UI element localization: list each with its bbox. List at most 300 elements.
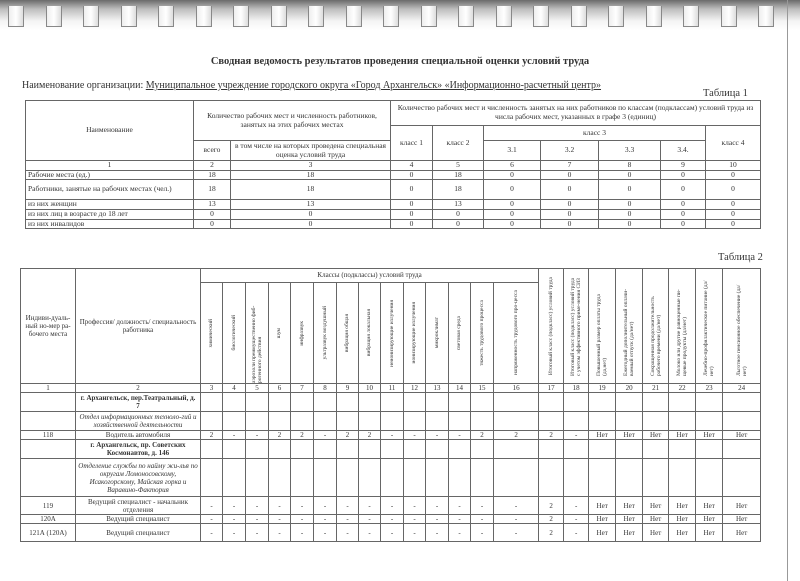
row-name: из них лиц в возрасте до 18 лет xyxy=(26,209,194,219)
column-number: 14 xyxy=(449,384,471,393)
cell-value: 13 xyxy=(194,200,231,210)
cell-value: 0 xyxy=(433,209,484,219)
empty-cell xyxy=(314,412,337,431)
column-number: 4 xyxy=(391,161,433,171)
cell-value: Нет xyxy=(589,497,616,515)
section-address: г. Архангельск, пр. Советских Космонавтов, д. 146 xyxy=(76,440,201,459)
cell-value: - xyxy=(449,524,471,542)
column-number: 9 xyxy=(337,384,359,393)
cell-value: - xyxy=(291,497,314,515)
cell-value: Нет xyxy=(696,524,723,542)
section-department: Отдел информационных техноло-гий и хозяйственной деятельности xyxy=(76,412,201,431)
binding-ring xyxy=(346,6,362,27)
empty-cell xyxy=(291,393,314,412)
table-row xyxy=(21,431,761,440)
row-name: Рабочие места (ед.) xyxy=(26,170,194,180)
cell-value: Нет xyxy=(669,497,696,515)
empty-cell xyxy=(246,440,269,459)
empty-cell xyxy=(449,393,471,412)
cell-value: - xyxy=(381,497,404,515)
empty-cell xyxy=(539,459,564,497)
cell-value: Нет xyxy=(669,431,696,440)
cell-value: 0 xyxy=(661,219,706,229)
header-factor xyxy=(404,283,426,384)
cell-value: Нет xyxy=(723,431,761,440)
cell-value: - xyxy=(359,524,381,542)
cell-value: - xyxy=(246,431,269,440)
column-number: 17 xyxy=(539,384,564,393)
binding-ring xyxy=(308,6,324,27)
empty-cell xyxy=(494,412,539,431)
cell-value: 0 xyxy=(599,180,661,200)
cell-value: 0 xyxy=(706,200,761,210)
empty-cell xyxy=(269,459,291,497)
header-factor-text: химический xyxy=(208,318,215,348)
cell-value: Нет xyxy=(696,515,723,524)
empty-cell xyxy=(246,412,269,431)
empty-cell xyxy=(643,393,669,412)
empty-cell xyxy=(21,412,76,431)
cell-value: 0 xyxy=(433,219,484,229)
empty-cell xyxy=(291,412,314,431)
cell-value: Нет xyxy=(696,497,723,515)
empty-cell xyxy=(539,393,564,412)
workplace-id: 118 xyxy=(21,431,76,440)
empty-cell xyxy=(564,412,589,431)
section-address: г. Архангельск, пер.Театральный, д. 7 xyxy=(76,393,201,412)
organization-label: Наименование организации: xyxy=(22,80,144,91)
header-extra-text: Лечебно-профилактическое питание (да/нет) xyxy=(703,280,716,376)
cell-value: Нет xyxy=(616,497,643,515)
empty-cell xyxy=(201,412,223,431)
cell-value: 18 xyxy=(433,180,484,200)
table-row xyxy=(26,170,761,180)
cell-value: 0 xyxy=(706,219,761,229)
profession-name: Ведущий специалист - начальник отделения xyxy=(76,497,201,515)
table-row xyxy=(26,219,761,229)
header-extra-text: Ежегодный дополнительный оплачи-ваемый отпуск (да/нет) xyxy=(623,288,636,376)
empty-cell xyxy=(723,412,761,431)
cell-value: 0 xyxy=(661,170,706,180)
column-numbers-row xyxy=(26,161,761,171)
binding-ring xyxy=(683,6,699,27)
empty-cell xyxy=(359,412,381,431)
cell-value: - xyxy=(337,524,359,542)
header-assessed: в том числе на которых проведена специальная оценка условий труда xyxy=(231,141,391,161)
cell-value: 0 xyxy=(661,180,706,200)
empty-cell xyxy=(494,393,539,412)
cell-value: 0 xyxy=(484,200,541,210)
empty-cell xyxy=(696,440,723,459)
cell-value: 2 xyxy=(471,431,494,440)
cell-value: - xyxy=(449,515,471,524)
empty-cell xyxy=(669,393,696,412)
cell-value: - xyxy=(471,497,494,515)
cell-value: - xyxy=(426,431,449,440)
empty-cell xyxy=(589,393,616,412)
cell-value: - xyxy=(314,515,337,524)
cell-value: 0 xyxy=(391,209,433,219)
cell-value: 2 xyxy=(539,497,564,515)
cell-value: 0 xyxy=(231,209,391,219)
header-extra xyxy=(616,269,643,384)
cell-value: - xyxy=(381,515,404,524)
table-row xyxy=(21,524,761,542)
column-number: 15 xyxy=(471,384,494,393)
cell-value: Нет xyxy=(616,431,643,440)
table-row xyxy=(21,515,761,524)
header-class33: 3.3 xyxy=(599,141,661,161)
cell-value: 0 xyxy=(541,219,599,229)
empty-cell xyxy=(381,440,404,459)
binding-ring xyxy=(758,6,774,27)
column-number: 5 xyxy=(246,384,269,393)
page-edge xyxy=(787,0,788,581)
workplace-id: 119 xyxy=(21,497,76,515)
cell-value: - xyxy=(359,497,381,515)
cell-value: - xyxy=(381,524,404,542)
header-extra xyxy=(539,269,564,384)
column-number: 3 xyxy=(201,384,223,393)
empty-cell xyxy=(643,412,669,431)
profession-name: Ведущий специалист xyxy=(76,515,201,524)
empty-cell xyxy=(269,440,291,459)
column-number: 18 xyxy=(564,384,589,393)
header-factor-text: ультразвук воздушный xyxy=(321,306,328,360)
organization-name: Муниципальное учреждение городского округа «Город Архангельск» «Информационно-расчетный центр» xyxy=(145,80,602,91)
cell-value: 0 xyxy=(194,209,231,219)
empty-cell xyxy=(696,393,723,412)
cell-value: - xyxy=(494,497,539,515)
empty-cell xyxy=(246,393,269,412)
empty-cell xyxy=(381,393,404,412)
cell-value: - xyxy=(564,524,589,542)
cell-value: - xyxy=(314,524,337,542)
header-extra-text: Сокращенная продолжительность рабочего времени (да/нет) xyxy=(649,296,662,376)
empty-cell xyxy=(449,412,471,431)
cell-value: 0 xyxy=(599,200,661,210)
cell-value: - xyxy=(337,497,359,515)
header-extra-text: Молоко или другие равноценные пи-щевые продукты (да/нет) xyxy=(676,289,689,376)
empty-cell xyxy=(696,459,723,497)
empty-cell xyxy=(21,459,76,497)
cell-value: Нет xyxy=(589,524,616,542)
header-class3: класс 3 xyxy=(484,126,706,141)
empty-cell xyxy=(564,459,589,497)
header-extra xyxy=(696,269,723,384)
cell-value: - xyxy=(223,431,246,440)
header-factor xyxy=(337,283,359,384)
empty-cell xyxy=(404,412,426,431)
empty-cell xyxy=(426,459,449,497)
cell-value: 0 xyxy=(391,219,433,229)
cell-value: 0 xyxy=(706,180,761,200)
table2-label: Таблица 2 xyxy=(718,252,763,263)
cell-value: 2 xyxy=(494,431,539,440)
section-department-row xyxy=(21,412,761,431)
column-number: 8 xyxy=(314,384,337,393)
empty-cell xyxy=(223,459,246,497)
empty-cell xyxy=(669,459,696,497)
cell-value: - xyxy=(269,515,291,524)
cell-value: 0 xyxy=(484,180,541,200)
cell-value: - xyxy=(404,431,426,440)
column-number: 7 xyxy=(291,384,314,393)
cell-value: Нет xyxy=(669,524,696,542)
cell-value: 0 xyxy=(484,170,541,180)
cell-value: 0 xyxy=(391,200,433,210)
header-factor-text: напряженность трудового про-цесса xyxy=(513,290,520,376)
cell-value: 0 xyxy=(706,170,761,180)
section-department-row xyxy=(21,459,761,497)
cell-value: - xyxy=(494,515,539,524)
empty-cell xyxy=(589,440,616,459)
header-factor-text: вибрация общая xyxy=(344,313,351,353)
binding-ring xyxy=(533,6,549,27)
cell-value: Нет xyxy=(723,524,761,542)
empty-cell xyxy=(539,412,564,431)
binding-ring xyxy=(421,6,437,27)
cell-value: 2 xyxy=(539,515,564,524)
empty-cell xyxy=(643,459,669,497)
cell-value: Нет xyxy=(696,431,723,440)
binding-ring xyxy=(383,6,399,27)
cell-value: 13 xyxy=(231,200,391,210)
row-name: Работники, занятые на рабочих местах (чел.) xyxy=(26,180,194,200)
cell-value: - xyxy=(246,524,269,542)
empty-cell xyxy=(449,440,471,459)
header-workplace-id: Индиви-дуаль-ный но-мер ра-бочего места xyxy=(21,269,76,384)
empty-cell xyxy=(723,440,761,459)
cell-value: 0 xyxy=(541,209,599,219)
table1-label: Таблица 1 xyxy=(703,88,748,99)
cell-value: - xyxy=(246,497,269,515)
header-extra xyxy=(589,269,616,384)
cell-value: Нет xyxy=(643,431,669,440)
header-extra-text: Итоговый класс (подкласс) условий труда xyxy=(548,276,555,376)
column-number: 2 xyxy=(194,161,231,171)
header-profession: Профессия/ должность/ специальность работника xyxy=(76,269,201,384)
cell-value: - xyxy=(246,515,269,524)
empty-cell xyxy=(723,393,761,412)
column-number: 7 xyxy=(541,161,599,171)
cell-value: Нет xyxy=(589,515,616,524)
cell-value: 0 xyxy=(599,219,661,229)
cell-value: 0 xyxy=(599,209,661,219)
row-name: из них женщин xyxy=(26,200,194,210)
cell-value: - xyxy=(291,515,314,524)
column-number: 16 xyxy=(494,384,539,393)
column-number: 8 xyxy=(599,161,661,171)
empty-cell xyxy=(337,393,359,412)
header-factor-text: инфразвук xyxy=(298,320,305,346)
empty-cell xyxy=(223,440,246,459)
empty-cell xyxy=(471,459,494,497)
empty-cell xyxy=(381,412,404,431)
binding-ring xyxy=(458,6,474,27)
cell-value: 0 xyxy=(484,219,541,229)
empty-cell xyxy=(291,440,314,459)
header-factor-text: биологический xyxy=(230,315,237,351)
binding-ring xyxy=(121,6,137,27)
header-class34: 3.4. xyxy=(661,141,706,161)
empty-cell xyxy=(643,440,669,459)
column-number: 23 xyxy=(696,384,723,393)
empty-cell xyxy=(359,459,381,497)
empty-cell xyxy=(246,459,269,497)
document-title: Сводная ведомость результатов проведения специальной оценки условий труда xyxy=(210,56,590,67)
cell-value: - xyxy=(426,524,449,542)
cell-value: 0 xyxy=(661,200,706,210)
cell-value: 0 xyxy=(391,170,433,180)
cell-value: Нет xyxy=(723,515,761,524)
cell-value: 2 xyxy=(539,524,564,542)
section-department: Отделение службы по найму жи-лья по округам Ломоносовскому, Исакогорскому, Майская горка и Варавино-Фактория xyxy=(76,459,201,497)
binding-ring xyxy=(646,6,662,27)
cell-value: - xyxy=(201,524,223,542)
header-factor xyxy=(426,283,449,384)
empty-cell xyxy=(616,459,643,497)
header-factor-text: неионизирующие излучения xyxy=(388,299,395,367)
empty-cell xyxy=(223,393,246,412)
header-class2: класс 2 xyxy=(433,126,484,161)
binding-ring xyxy=(83,6,99,27)
column-number: 11 xyxy=(381,384,404,393)
header-factor-text: вибрация локальная xyxy=(366,309,373,357)
cell-value: Нет xyxy=(643,497,669,515)
header-total: всего xyxy=(194,141,231,161)
binding-ring xyxy=(196,6,212,27)
cell-value: 0 xyxy=(599,170,661,180)
binding-ring xyxy=(496,6,512,27)
cell-value: 18 xyxy=(194,180,231,200)
empty-cell xyxy=(359,393,381,412)
workplace-id: 121А (120А) xyxy=(21,524,76,542)
cell-value: - xyxy=(291,524,314,542)
cell-value: 2 xyxy=(359,431,381,440)
cell-value: - xyxy=(223,524,246,542)
spiral-binding xyxy=(0,0,800,30)
empty-cell xyxy=(589,459,616,497)
empty-cell xyxy=(404,440,426,459)
organization-line xyxy=(22,80,601,91)
cell-value: - xyxy=(426,497,449,515)
cell-value: - xyxy=(564,497,589,515)
column-number: 4 xyxy=(223,384,246,393)
header-extra xyxy=(723,269,761,384)
header-factor-text: световая среда xyxy=(456,315,463,351)
header-factor xyxy=(359,283,381,384)
cell-value: Нет xyxy=(723,497,761,515)
cell-value: 18 xyxy=(433,170,484,180)
table-row xyxy=(26,209,761,219)
header-count-group: Количество рабочих мест и численность работников, занятых на этих рабочих местах xyxy=(194,101,391,141)
summary-table xyxy=(25,100,761,229)
empty-cell xyxy=(564,393,589,412)
column-numbers-row xyxy=(21,384,761,393)
header-factor xyxy=(269,283,291,384)
binding-ring xyxy=(158,6,174,27)
binding-ring xyxy=(271,6,287,27)
cell-value: 13 xyxy=(433,200,484,210)
empty-cell xyxy=(426,393,449,412)
empty-cell xyxy=(21,393,76,412)
cell-value: 0 xyxy=(391,180,433,200)
empty-cell xyxy=(616,393,643,412)
empty-cell xyxy=(471,440,494,459)
header-class1: класс 1 xyxy=(391,126,433,161)
cell-value: 0 xyxy=(541,180,599,200)
column-number: 10 xyxy=(359,384,381,393)
empty-cell xyxy=(404,459,426,497)
empty-cell xyxy=(589,412,616,431)
header-name: Наименование xyxy=(26,101,194,161)
empty-cell xyxy=(616,412,643,431)
cell-value: - xyxy=(471,524,494,542)
empty-cell xyxy=(21,440,76,459)
section-address-row xyxy=(21,440,761,459)
column-number: 12 xyxy=(404,384,426,393)
cell-value: Нет xyxy=(643,524,669,542)
cell-value: 18 xyxy=(231,180,391,200)
cell-value: - xyxy=(269,524,291,542)
row-name: из них инвалидов xyxy=(26,219,194,229)
header-extra xyxy=(643,269,669,384)
header-factor-text: аэрозоли преимущественно фиб-рогенного действия xyxy=(250,305,263,383)
empty-cell xyxy=(616,440,643,459)
empty-cell xyxy=(201,459,223,497)
cell-value: 2 xyxy=(269,431,291,440)
empty-cell xyxy=(494,459,539,497)
cell-value: 0 xyxy=(706,209,761,219)
header-extra-text: Льготное пенсионное обеспечение (да/нет) xyxy=(735,284,748,376)
empty-cell xyxy=(359,440,381,459)
empty-cell xyxy=(449,459,471,497)
empty-cell xyxy=(669,412,696,431)
binding-ring xyxy=(608,6,624,27)
empty-cell xyxy=(337,440,359,459)
cell-value: Нет xyxy=(616,515,643,524)
column-number: 6 xyxy=(484,161,541,171)
header-factor xyxy=(449,283,471,384)
empty-cell xyxy=(494,440,539,459)
column-number: 2 xyxy=(76,384,201,393)
empty-cell xyxy=(426,440,449,459)
empty-cell xyxy=(314,440,337,459)
cell-value: Нет xyxy=(669,515,696,524)
cell-value: - xyxy=(314,431,337,440)
cell-value: - xyxy=(564,515,589,524)
header-factor xyxy=(381,283,404,384)
cell-value: - xyxy=(404,515,426,524)
cell-value: Нет xyxy=(643,515,669,524)
empty-cell xyxy=(314,459,337,497)
header-factor xyxy=(291,283,314,384)
cell-value: 0 xyxy=(541,200,599,210)
cell-value: 0 xyxy=(194,219,231,229)
column-number: 5 xyxy=(433,161,484,171)
binding-ring xyxy=(8,6,24,27)
empty-cell xyxy=(564,440,589,459)
cell-value: - xyxy=(201,515,223,524)
binding-ring xyxy=(233,6,249,27)
column-number: 10 xyxy=(706,161,761,171)
header-classes-group: Количество рабочих мест и численность занятых на них работников по классам (подклассам) условий труда из числа рабочих мест, указанных в графе 3 (единиц) xyxy=(391,101,761,126)
cell-value: - xyxy=(449,497,471,515)
header-class32: 3.2 xyxy=(541,141,599,161)
cell-value: Нет xyxy=(589,431,616,440)
empty-cell xyxy=(723,459,761,497)
